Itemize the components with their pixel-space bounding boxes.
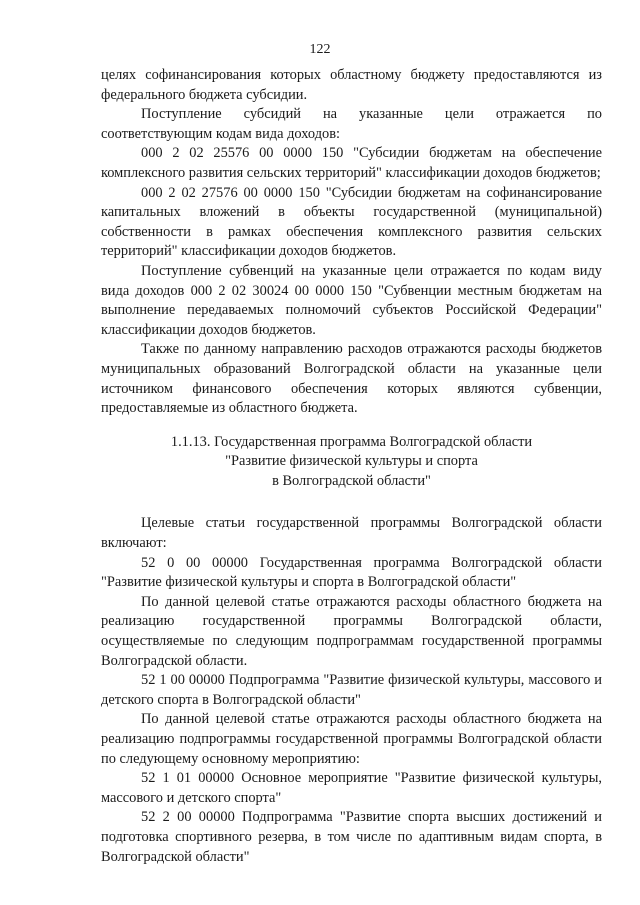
paragraph: Поступление субвенций на указанные цели отражается по кодам виду вида доходов 000 2 02 30024 00 0000 150 "Субвенции местным бюджетам на выполнение передаваемых полномочий субъектов Российской Федерации" классификации доходов бюджетов.	[101, 262, 602, 338]
paragraph: 52 2 00 00000 Подпрограмма "Развитие спорта высших достижений и подготовка спортивного резерва, в том числе по адаптивным видам спорта, в Волгоградской области"	[101, 809, 602, 865]
paragraph: Также по данному направлению расходов отражаются расходы бюджетов муниципальных образований Волгоградской области на указанные цели источником финансового обеспечения которых являются субвенции, предоставляемые из областного бюджета.	[101, 341, 602, 417]
paragraph: целях софинансирования которых областному бюджету предоставляются из федерального бюджета субсидии.	[101, 67, 602, 103]
section-heading	[101, 433, 602, 492]
section-heading-line: в Волгоградской области"	[272, 472, 431, 489]
page-number: 122	[309, 42, 331, 57]
paragraph: 000 2 02 25576 00 0000 150 "Субсидии бюджетам на обеспечение комплексного развития сельских территорий" классификации доходов бюджетов;	[101, 145, 602, 181]
paragraph: 52 1 00 00000 Подпрограмма "Развитие физической культуры, массового и детского спорта в Волгоградской области"	[101, 672, 602, 708]
paragraph: По данной целевой статье отражаются расходы областного бюджета на реализацию подпрограммы государственной программы Волгоградской области по следующему основному мероприятию:	[101, 711, 602, 767]
paragraph: 000 2 02 27576 00 0000 150 "Субсидии бюджетам на софинансирование капитальных вложений в объекты государственной (муниципальной) собственности в рамках обеспечения комплексного развития сельских территорий" классификации доходов бюджетов.	[101, 184, 602, 260]
document-body	[101, 66, 602, 867]
paragraph: По данной целевой статье отражаются расходы областного бюджета на реализацию государственной программы Волгоградской области, осуществляемые по следующим подпрограммам государственной программы Волгоградской области.	[101, 593, 602, 669]
paragraph: Целевые статьи государственной программы Волгоградской области включают:	[101, 515, 602, 552]
paragraph: 52 1 01 00000 Основное мероприятие "Развитие физической культуры, массового и детского спорта"	[101, 770, 602, 806]
paragraph: 52 0 00 00000 Государственная программа Волгоградской области "Развитие физической культуры и спорта в Волгоградской области"	[101, 554, 602, 591]
section-heading-line: "Развитие физической культуры и спорта	[225, 453, 478, 470]
section-heading-line: 1.1.13. Государственная программа Волгоградской области	[170, 433, 533, 450]
paragraph: Поступление субсидий на указанные цели отражается по соответствующим кодам вида доходов:	[101, 106, 602, 142]
